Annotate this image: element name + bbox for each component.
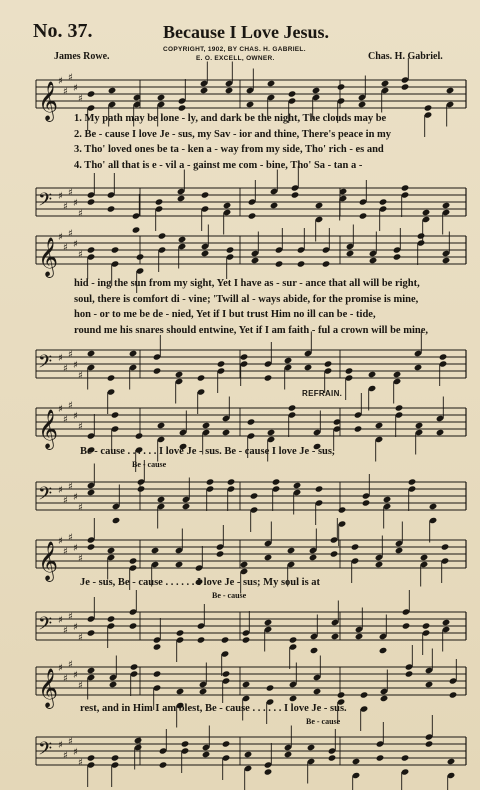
notehead xyxy=(264,768,273,775)
notehead xyxy=(449,691,458,698)
notehead xyxy=(264,554,273,561)
notehead xyxy=(129,557,138,564)
treble-clef-icon: 𝄞 xyxy=(38,668,59,708)
sharp-icon: ♯ xyxy=(58,536,63,547)
notehead xyxy=(328,754,337,761)
notehead xyxy=(272,478,281,485)
sharp-icon: ♯ xyxy=(68,659,73,671)
notehead xyxy=(178,236,187,243)
notehead xyxy=(251,257,260,264)
notehead xyxy=(158,232,167,239)
notehead xyxy=(151,547,160,554)
sharp-icon: ♯ xyxy=(78,632,83,644)
notehead xyxy=(176,629,185,636)
notehead xyxy=(304,364,313,371)
sharp-icon: ♯ xyxy=(63,750,68,762)
notehead xyxy=(87,198,96,205)
refrain-line-1: Be - cause . . . . . . I love Je - sus. Be - cause I love Je - sus, xyxy=(80,446,335,457)
notehead xyxy=(87,543,96,550)
notehead xyxy=(354,425,363,432)
system-3-bass-staff xyxy=(0,472,480,532)
notehead xyxy=(420,554,429,561)
sharp-icon: ♯ xyxy=(73,411,78,422)
notehead xyxy=(330,550,339,557)
treble-clef-icon: 𝄞 xyxy=(38,237,59,277)
notehead xyxy=(87,246,96,253)
notehead xyxy=(337,83,346,90)
sharp-icon: ♯ xyxy=(68,349,73,361)
sharp-icon: ♯ xyxy=(78,370,83,382)
notehead xyxy=(216,550,225,557)
notehead xyxy=(222,670,231,677)
sharp-icon: ♯ xyxy=(73,747,78,758)
notehead xyxy=(288,90,297,97)
notehead xyxy=(395,404,404,411)
sharp-icon: ♯ xyxy=(68,481,73,493)
sharp-icon: ♯ xyxy=(63,625,68,637)
notehead xyxy=(181,740,190,747)
notehead xyxy=(153,367,162,374)
notehead xyxy=(244,751,253,758)
notehead xyxy=(134,737,143,744)
notehead xyxy=(264,619,273,626)
sharp-icon: ♯ xyxy=(73,360,78,371)
notehead xyxy=(414,364,423,371)
cue-text-1: Be - cause xyxy=(132,460,167,469)
sharp-icon: ♯ xyxy=(58,485,63,496)
notehead xyxy=(157,422,166,429)
owner-line: E. O. EXCELL, OWNER. xyxy=(196,55,275,62)
notehead xyxy=(222,429,231,436)
notehead xyxy=(206,478,215,485)
notehead xyxy=(429,503,438,510)
notehead xyxy=(201,191,210,198)
notehead xyxy=(293,482,302,489)
notehead xyxy=(226,246,235,253)
sharp-icon: ♯ xyxy=(63,414,68,426)
notehead xyxy=(176,688,185,695)
sharp-icon: ♯ xyxy=(63,242,68,254)
sharp-icon: ♯ xyxy=(68,611,73,623)
sharp-icon: ♯ xyxy=(63,546,68,558)
verses-part-1 xyxy=(74,111,466,173)
notehead xyxy=(250,492,259,499)
notehead xyxy=(322,260,331,267)
notehead xyxy=(442,619,451,626)
notehead xyxy=(310,647,319,654)
notehead xyxy=(360,691,369,698)
notehead xyxy=(307,744,316,751)
sharp-icon: ♯ xyxy=(58,615,63,626)
sharp-icon: ♯ xyxy=(78,757,83,769)
notehead xyxy=(155,198,164,205)
notehead xyxy=(217,360,226,367)
notehead xyxy=(401,754,410,761)
sharp-icon: ♯ xyxy=(63,201,68,213)
notehead xyxy=(111,246,120,253)
notehead xyxy=(439,353,448,360)
notehead xyxy=(223,202,232,209)
notehead xyxy=(345,367,354,374)
notehead xyxy=(417,232,426,239)
notehead xyxy=(288,404,297,411)
sharp-icon: ♯ xyxy=(78,208,83,220)
notehead xyxy=(157,496,166,503)
notehead xyxy=(375,561,384,568)
notehead xyxy=(395,547,404,554)
notehead xyxy=(267,80,276,87)
sharp-icon: ♯ xyxy=(73,83,78,94)
sharp-icon: ♯ xyxy=(78,93,83,105)
bass-clef-icon: 𝄢 xyxy=(38,352,53,377)
sharp-icon: ♯ xyxy=(78,680,83,692)
notehead xyxy=(227,478,236,485)
cue-text-2: Be - cause xyxy=(212,591,247,600)
verses-part-2 xyxy=(74,276,466,338)
notehead xyxy=(107,547,116,554)
notehead xyxy=(402,622,411,629)
notehead xyxy=(337,691,346,698)
notehead xyxy=(297,260,306,267)
sharp-icon: ♯ xyxy=(78,553,83,565)
sharp-icon: ♯ xyxy=(68,72,73,84)
notehead xyxy=(362,499,371,506)
sharp-icon: ♯ xyxy=(73,239,78,250)
bass-clef-icon: 𝄢 xyxy=(38,739,53,764)
copyright-line: COPYRIGHT, 1902, BY CHAS. H. GABRIEL. xyxy=(163,46,306,53)
sharp-icon: ♯ xyxy=(63,86,68,98)
sharp-icon: ♯ xyxy=(58,740,63,751)
notehead xyxy=(284,751,293,758)
notehead xyxy=(200,87,209,94)
notehead xyxy=(87,489,96,496)
notehead xyxy=(380,695,389,702)
notehead xyxy=(346,250,355,257)
notehead xyxy=(289,636,298,643)
notehead xyxy=(129,622,138,629)
refrain-line-3: rest, and in Him I am blest, Be - cause . . . . . . I love Je - sus. xyxy=(80,703,347,714)
notehead xyxy=(153,643,162,650)
notehead xyxy=(87,90,96,97)
notehead xyxy=(351,543,360,550)
bass-clef-icon: 𝄢 xyxy=(38,484,53,509)
notehead xyxy=(129,350,138,357)
notehead xyxy=(202,422,211,429)
system-2-bass-staff xyxy=(0,340,480,400)
verse-line: soul, there is comfort di - vine; 'Twill al - ways abide, for the promise is mine, xyxy=(74,293,419,305)
notehead xyxy=(369,257,378,264)
sharp-icon: ♯ xyxy=(68,532,73,544)
sharp-icon: ♯ xyxy=(78,249,83,261)
notehead xyxy=(87,667,96,674)
sharp-icon: ♯ xyxy=(73,543,78,554)
notehead xyxy=(107,615,116,622)
sharp-icon: ♯ xyxy=(73,622,78,633)
sharp-icon: ♯ xyxy=(58,191,63,202)
notehead xyxy=(225,87,234,94)
notehead xyxy=(368,371,377,378)
sharp-icon: ♯ xyxy=(58,353,63,364)
notehead xyxy=(87,754,96,761)
sharp-icon: ♯ xyxy=(63,363,68,375)
notehead xyxy=(266,684,275,691)
refrain-label: REFRAIN. xyxy=(302,389,343,398)
notehead xyxy=(375,422,384,429)
notehead xyxy=(415,422,424,429)
notehead xyxy=(159,761,168,768)
notehead xyxy=(376,754,385,761)
notehead xyxy=(383,496,392,503)
notehead xyxy=(153,670,162,677)
sharp-icon: ♯ xyxy=(58,232,63,243)
notehead xyxy=(405,670,414,677)
notehead xyxy=(112,517,121,524)
notehead xyxy=(222,740,231,747)
notehead xyxy=(267,429,276,436)
composer: Chas. H. Gabriel. xyxy=(368,51,443,62)
verse-line: hon - or to me be de - nied, Yet if I but trust Him no ill can be - tide, xyxy=(74,309,376,320)
notehead xyxy=(264,374,273,381)
notehead xyxy=(446,87,455,94)
notehead xyxy=(240,353,249,360)
notehead xyxy=(315,202,324,209)
treble-clef-icon: 𝄞 xyxy=(38,409,59,449)
notehead xyxy=(312,87,321,94)
bass-clef-icon: 𝄢 xyxy=(38,190,53,215)
notehead xyxy=(275,260,284,267)
notehead xyxy=(270,202,279,209)
notehead xyxy=(197,636,206,643)
sharp-icon: ♯ xyxy=(68,400,73,412)
notehead xyxy=(135,432,144,439)
sharp-icon: ♯ xyxy=(78,421,83,433)
notehead xyxy=(136,253,145,260)
treble-clef-icon: 𝄞 xyxy=(38,81,59,121)
notehead xyxy=(442,202,451,209)
notehead xyxy=(324,360,333,367)
notehead xyxy=(379,198,388,205)
notehead xyxy=(422,209,431,216)
sharp-icon: ♯ xyxy=(68,187,73,199)
notehead xyxy=(284,357,293,364)
hymn-number: No. 37. xyxy=(33,20,93,42)
notehead xyxy=(309,554,318,561)
notehead xyxy=(137,485,146,492)
notehead xyxy=(111,411,120,418)
notehead xyxy=(442,257,451,264)
notehead xyxy=(182,503,191,510)
notehead xyxy=(107,205,116,212)
notehead xyxy=(201,250,210,257)
notehead xyxy=(157,94,166,101)
notehead xyxy=(107,374,116,381)
notehead xyxy=(436,429,445,436)
verse-line: 4. Tho' all that is e - vil a - gainst me com - bine, Tho' Sa - tan a - xyxy=(74,159,363,171)
notehead xyxy=(248,212,257,219)
verse-line: 2. Be - cause I love Je - sus, my Sav - ior and thine, There's peace in my xyxy=(74,128,392,140)
notehead xyxy=(87,629,96,636)
notehead xyxy=(221,636,230,643)
notehead xyxy=(289,695,298,702)
notehead xyxy=(175,371,184,378)
verse-line: 1. My path may be lone - ly, and dark be the night, The clouds may be xyxy=(74,113,387,124)
notehead xyxy=(425,681,434,688)
notehead xyxy=(393,253,402,260)
refrain-line-2: Je - sus, Be - cause . . . . . . I love Je - sus; My soul is at xyxy=(80,577,321,588)
sharp-icon: ♯ xyxy=(68,228,73,240)
notehead xyxy=(352,758,361,765)
notehead xyxy=(108,87,117,94)
sharp-icon: ♯ xyxy=(73,670,78,681)
notehead xyxy=(287,547,296,554)
notehead xyxy=(401,184,410,191)
sharp-icon: ♯ xyxy=(63,495,68,507)
notehead xyxy=(338,506,347,513)
verse-line: hid - ing the sun from my sight, Yet I have as - sur - ance that all will be right, xyxy=(74,278,420,289)
lyricist: James Rowe. xyxy=(54,51,110,62)
sharp-icon: ♯ xyxy=(78,502,83,514)
notehead xyxy=(401,83,410,90)
bass-clef-icon: 𝄢 xyxy=(38,614,53,639)
system-5-bass-staff xyxy=(0,727,480,787)
notehead xyxy=(359,212,368,219)
notehead xyxy=(315,485,324,492)
notehead xyxy=(111,754,120,761)
notehead xyxy=(247,418,256,425)
sharp-icon: ♯ xyxy=(58,404,63,415)
sharp-icon: ♯ xyxy=(63,673,68,685)
sharp-icon: ♯ xyxy=(73,198,78,209)
notehead xyxy=(447,758,456,765)
notehead xyxy=(199,688,208,695)
verse-line: 3. Tho' loved ones be ta - ken a - way from my side, Tho' rich - es and xyxy=(74,144,384,155)
verse-line: round me his snares should entwine, Yet if I am faith - ful a crown will be mine, xyxy=(74,324,429,336)
sharp-icon: ♯ xyxy=(73,492,78,503)
hymn-title: Because I Love Jesus. xyxy=(163,22,329,42)
notehead xyxy=(175,561,184,568)
notehead xyxy=(331,633,340,640)
notehead xyxy=(130,663,139,670)
notehead xyxy=(87,350,96,357)
notehead xyxy=(381,80,390,87)
notehead xyxy=(177,195,186,202)
notehead xyxy=(202,751,211,758)
system-4-bass-staff xyxy=(0,602,480,662)
sharp-icon: ♯ xyxy=(58,663,63,674)
sharp-icon: ♯ xyxy=(68,736,73,748)
cue-text-3: Be - cause xyxy=(306,717,341,726)
notehead xyxy=(291,191,300,198)
notehead xyxy=(379,647,388,654)
notehead xyxy=(242,681,251,688)
notehead xyxy=(422,622,431,629)
sharp-icon: ♯ xyxy=(58,76,63,87)
notehead xyxy=(408,478,417,485)
notehead xyxy=(425,740,434,747)
notehead xyxy=(355,633,364,640)
notehead xyxy=(393,371,402,378)
notehead xyxy=(246,101,255,108)
notehead xyxy=(358,101,367,108)
notehead xyxy=(313,688,322,695)
notehead xyxy=(109,681,118,688)
notehead xyxy=(242,636,251,643)
notehead xyxy=(197,374,206,381)
notehead xyxy=(441,543,450,550)
treble-clef-icon: 𝄞 xyxy=(38,541,59,581)
notehead xyxy=(240,561,249,568)
